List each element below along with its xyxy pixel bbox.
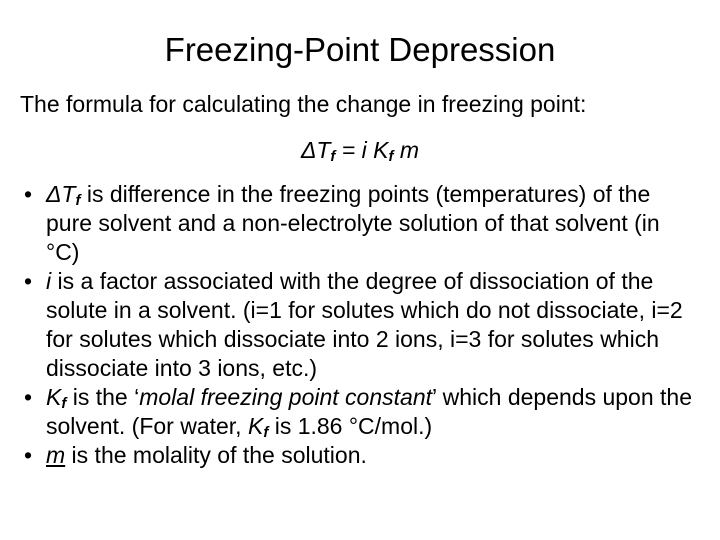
bullet-term-subscript-f: f <box>263 424 269 441</box>
bullet-i <box>24 267 694 383</box>
bullet-text: is a factor associated with the degree of dissociation of the solute in a solvent. (i=1 for solutes which do not dissociate, i=2 for solutes which dissociate into 2 ions, i=3 for solutes which dissociate into 3 ions, etc.) <box>46 268 683 381</box>
bullet-term-delta-t: ΔT <box>46 181 76 207</box>
bullet-text: ’ which depends upon the solvent. (For water, <box>46 384 693 439</box>
formula-equals: = <box>335 137 362 163</box>
bullet-term-subscript-f: f <box>61 395 67 412</box>
bullet-dot-icon: • <box>24 442 33 468</box>
formula-subscript-f: f <box>330 148 336 165</box>
bullet-text: is difference in the freezing points (temperatures) of the pure solvent and a non-electrolyte solution of that solvent (in °C) <box>46 181 660 265</box>
bullet-kf <box>24 383 694 441</box>
formula-delta-t: ΔT <box>300 137 331 163</box>
formula-i: i <box>361 137 367 163</box>
bullet-term-i: i <box>46 268 52 294</box>
bullet-italic-constant: molal freezing point constant <box>139 384 432 410</box>
formula-m: m <box>399 137 420 163</box>
slide-title: Freezing-Point Depression <box>164 31 556 68</box>
bullet-text: is the ‘ <box>66 384 140 410</box>
bullet-list <box>24 180 694 470</box>
formula-k-subscript-f: f <box>388 148 394 165</box>
formula <box>0 135 720 165</box>
bullet-delta-tf <box>24 180 694 267</box>
formula-k: K <box>373 137 389 163</box>
bullet-m <box>24 441 694 470</box>
intro-text: The formula for calculating the change in freezing point: <box>20 91 587 117</box>
bullet-dot-icon: • <box>24 268 33 294</box>
bullet-text: is the molality of the solution. <box>65 442 367 468</box>
bullet-term-subscript-f: f <box>75 192 81 209</box>
bullet-term-k: K <box>46 384 62 410</box>
bullet-dot-icon: • <box>24 384 33 410</box>
bullet-text: is 1.86 °C/mol.) <box>268 413 433 439</box>
bullet-dot-icon: • <box>24 181 33 207</box>
bullet-term-m: m <box>46 442 66 468</box>
bullet-term-k-water: K <box>247 413 264 439</box>
